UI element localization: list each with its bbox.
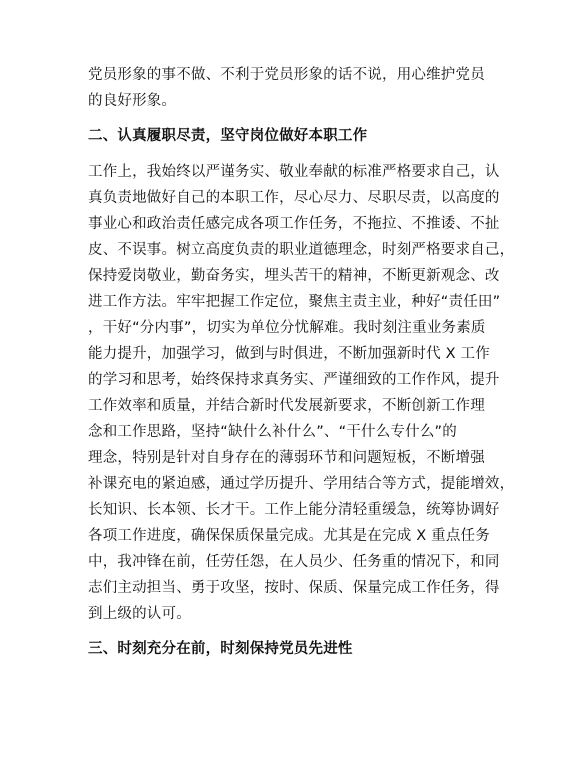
- paragraph-line: 的良好形象。: [88, 93, 177, 109]
- section-two-paragraph: [88, 159, 515, 627]
- paragraph-line: 保持爱岗敬业，勤奋务实，埋头苦干的精神，不断更新观念、改: [88, 268, 500, 284]
- document-body: [88, 62, 515, 662]
- paragraph-line: 志们主动担当、勇于攻坚，按时、保质、保量完成工作任务，得: [88, 580, 500, 596]
- paragraph-line: 各项工作进度，确保保质保量完成。尤其是在完成 X 重点任务: [88, 528, 490, 544]
- paragraph-line: 皮、不误事。树立高度负责的职业道德理念，时刻严格要求自己，: [88, 242, 515, 258]
- paragraph-line: 到上级的认可。: [88, 606, 191, 622]
- section-two-heading: 二、认真履职尽责，坚守岗位做好本职工作: [88, 128, 368, 144]
- intro-paragraph: [88, 62, 508, 114]
- paragraph-line: 工作上，我始终以严谨务实、敬业奉献的标准严格要求自己，认: [88, 164, 500, 180]
- paragraph-line: 党员形象的事不做、不利于党员形象的话不说，用心维护党员: [88, 67, 485, 83]
- paragraph-line: 长知识、长本领、长才干。工作上能分清轻重缓急，统筹协调好: [88, 502, 500, 518]
- paragraph-line: 中，我冲锋在前，任劳任怨，在人员少、任务重的情况下，和同: [88, 554, 500, 570]
- paragraph-line: 能力提升，加强学习，做到与时俱进，不断加强新时代 X 工作: [88, 346, 490, 362]
- paragraph-line: 事业心和政治责任感完成各项工作任务，不拖拉、不推诿、不扯: [88, 216, 500, 232]
- paragraph-line: 念和工作思路，坚持“缺什么补什么”、“干什么专什么”的: [88, 424, 457, 440]
- paragraph-line: 工作效率和质量，并结合新时代发展新要求，不断创新工作理: [88, 398, 485, 414]
- paragraph-line: 理念，特别是针对自身存在的薄弱环节和问题短板，不断增强: [88, 450, 485, 466]
- paragraph-line: ，干好“分内事”，切实为单位分忧解难。我时刻注重业务素质: [88, 320, 486, 336]
- section-three-heading: 三、时刻充分在前，时刻保持党员先进性: [88, 641, 353, 657]
- paragraph-line: 进工作方法。牢牢把握工作定位，聚焦主责主业，种好“责任田”: [88, 294, 501, 310]
- paragraph-line: 的学习和思考，始终保持求真务实、严谨细致的工作作风，提升: [88, 372, 500, 388]
- paragraph-line: 补课充电的紧迫感，通过学历提升、学用结合等方式，提能增效，: [88, 476, 515, 492]
- paragraph-line: 真负责地做好自己的本职工作，尽心尽力、尽职尽责，以高度的: [88, 190, 500, 206]
